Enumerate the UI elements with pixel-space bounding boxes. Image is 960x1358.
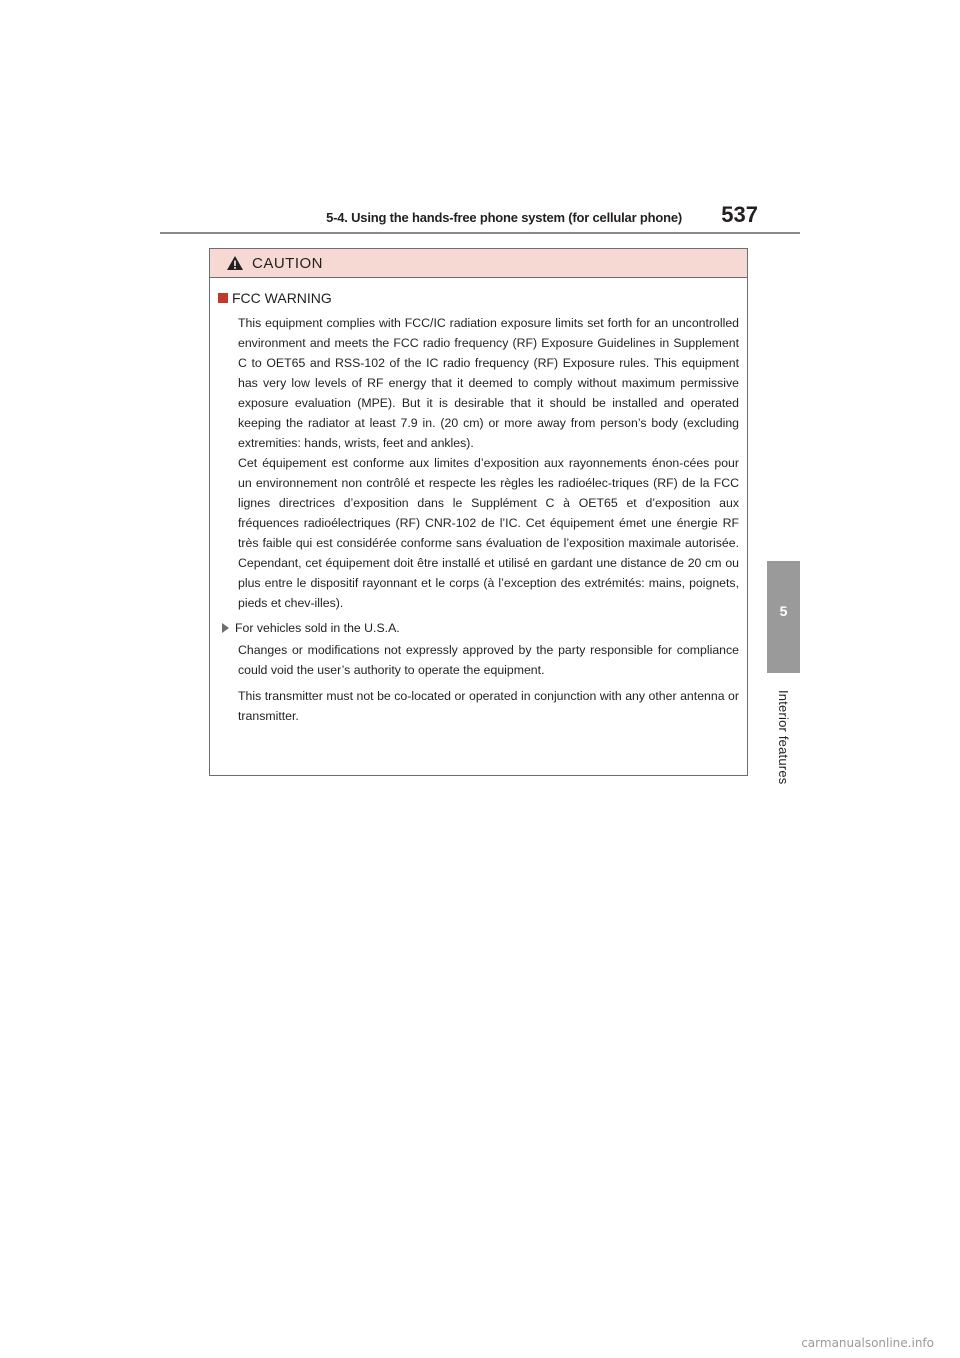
header-rule (160, 232, 800, 234)
fcc-warning-heading-text: FCC WARNING (232, 290, 332, 306)
usa-paragraph-modifications: Changes or modifications not expressly approved by the party responsible for compliance could void the user’s authority to operate the equipment. (238, 643, 739, 677)
fcc-paragraph-french: Cet équipement est conforme aux limites d’exposition aux rayonnements énon-cées pour un environnement non contrôlé et respecte les règles les radioélec-triques (RF) de la FCC lignes directrices d’exposition dans le Supplément C à OET65 et d’exposition aux fréquences radioélectriques (RF) CNR-102 de l’IC. Cet équipement émet une énergie RF très faible qui est considérée conforme sans évaluation de l’exposition maximale autorisée. Cependant, cet équipement doit être installé et utilisé en gardant une distance de 20 cm ou plus entre le dispositif rayonnant et le corps (à l’exception des extrémités: mains, poignets, pieds et chev-illes). (238, 456, 739, 610)
triangle-bullet-icon (222, 623, 229, 633)
usa-paragraph-transmitter: This transmitter must not be co-located or operated in conjunction with any other antenna or transmitter. (238, 689, 739, 723)
caution-title: CAUTION (252, 254, 323, 272)
page-number: 537 (721, 202, 758, 227)
section-title: 5-4. Using the hands-free phone system (for cellular phone) (326, 210, 682, 225)
fcc-warning-heading (218, 290, 739, 306)
usa-subheading (218, 621, 739, 635)
square-bullet-icon (218, 293, 228, 303)
chapter-tab (767, 561, 800, 673)
warning-triangle-icon (226, 255, 244, 271)
chapter-number: 5 (779, 603, 788, 619)
usa-subheading-text: For vehicles sold in the U.S.A. (235, 621, 400, 635)
caution-body (210, 278, 747, 726)
footer-watermark: carmanualsonline.info (801, 1336, 934, 1350)
chapter-label: Interior features (776, 690, 791, 785)
caution-box (209, 248, 748, 776)
page-header (160, 200, 800, 234)
fcc-paragraph-english: This equipment complies with FCC/IC radiation exposure limits set forth for an uncontrolled environment and meets the FCC radio frequency (RF) Exposure Guidelines in Supplement C to OET65 and RSS-102 of the IC radio frequency (RF) Exposure rules. This equipment has very low levels of RF energy that it deemed to comply without maximum permissive exposure evaluation (MPE). But it is desirable that it should be installed and operated keeping the radiator at least 7.9 in. (20 cm) or more away from person’s body (excluding extremities: hands, wrists, feet and ankles). (238, 316, 739, 450)
caution-header (210, 249, 747, 278)
